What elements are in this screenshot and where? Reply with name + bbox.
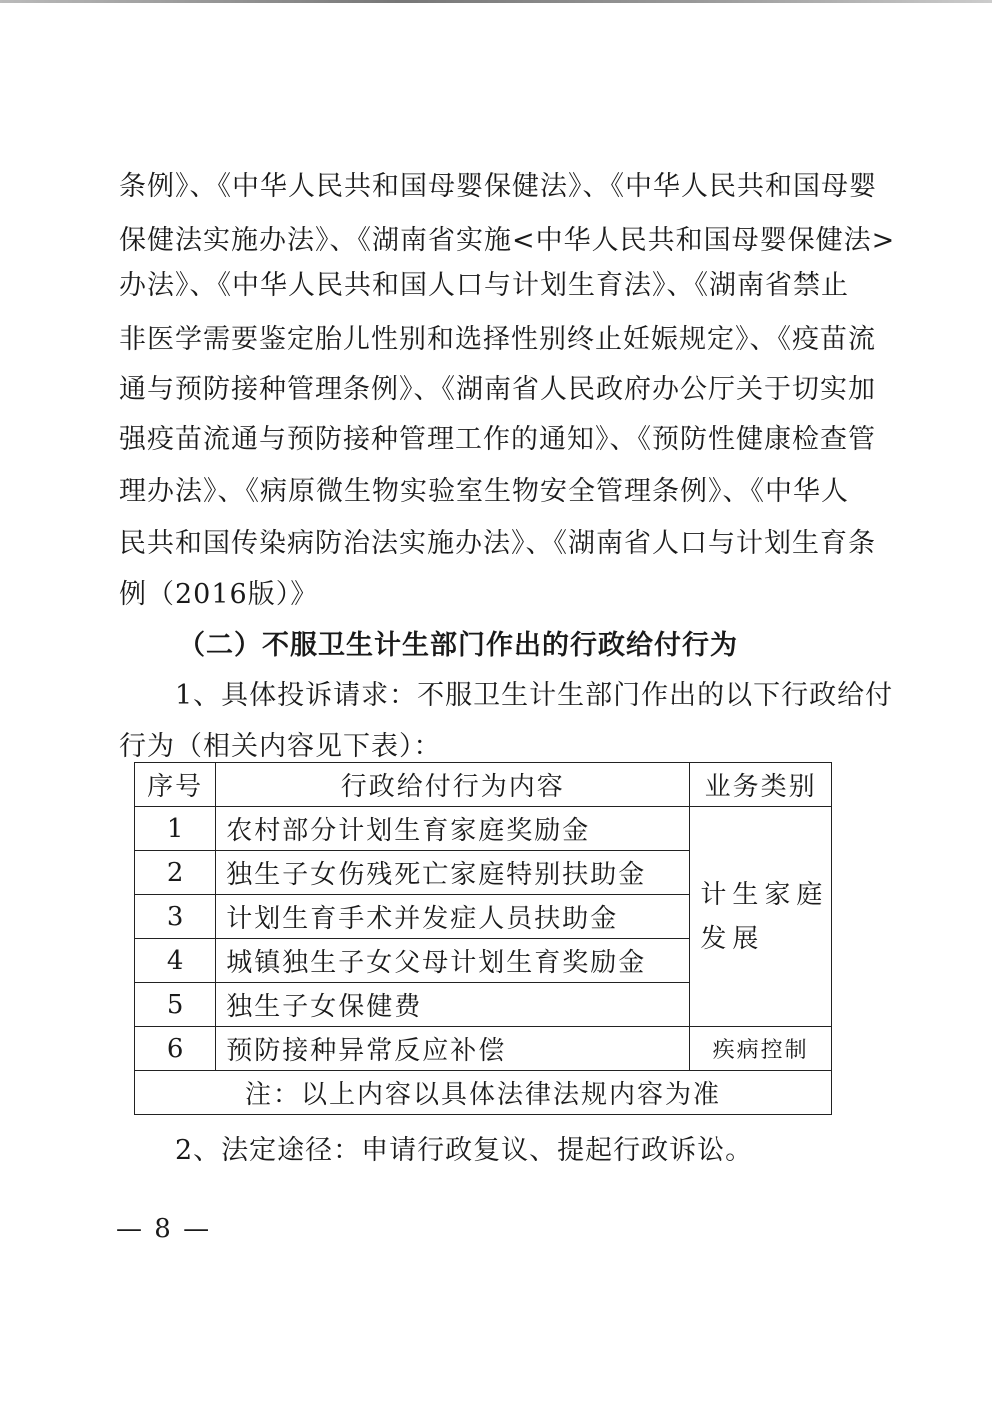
row-number: 2	[135, 851, 216, 895]
row-content: 独生子女保健费	[216, 983, 690, 1027]
paragraph-line: 条例》、《中华人民共和国母婴保健法》、《中华人民共和国母婴	[119, 171, 877, 202]
table-row	[135, 807, 832, 851]
row-content: 独生子女伤残死亡家庭特别扶助金	[216, 851, 690, 895]
benefit-table	[134, 762, 832, 1115]
row-content: 农村部分计划生育家庭奖励金	[216, 807, 690, 851]
row-number: 5	[135, 983, 216, 1027]
row-content: 城镇独生子女父母计划生育奖励金	[216, 939, 690, 983]
table-note: 注：以上内容以具体法律法规内容为准	[135, 1071, 832, 1115]
item-1-line-1: 1、具体投诉请求：不服卫生计生部门作出的以下行政给付	[175, 680, 894, 711]
paragraph-line: 办法》、《中华人民共和国人口与计划生育法》、《湖南省禁止	[119, 270, 849, 301]
paragraph-line: 保健法实施办法》、《湖南省实施<中华人民共和国母婴保健法>	[119, 225, 896, 256]
category-cell-disease-control: 疾病控制	[690, 1027, 832, 1071]
paragraph-line: 例（2016版）》	[119, 579, 319, 610]
paragraph-line: 非医学需要鉴定胎儿性别和选择性别终止妊娠规定》、《疫苗流	[119, 324, 876, 355]
table-note-row	[135, 1071, 832, 1115]
paragraph-line: 民共和国传染病防治法实施办法》、《湖南省人口与计划生育条	[119, 528, 876, 559]
row-number: 1	[135, 807, 216, 851]
paragraph-line: 理办法》、《病原微生物实验室生物安全管理条例》、《中华人	[119, 476, 849, 507]
header-cell-category: 业务类别	[690, 763, 832, 807]
page-top-edge	[0, 0, 992, 3]
header-cell-no: 序号	[135, 763, 216, 807]
section-heading: （二）不服卫生计生部门作出的行政给付行为	[178, 630, 738, 661]
paragraph-line: 强疫苗流通与预防接种管理工作的通知》、《预防性健康检查管	[119, 424, 876, 455]
row-number: 4	[135, 939, 216, 983]
category-cell-family-development: 计生家庭发展	[690, 807, 832, 1027]
row-content: 计划生育手术并发症人员扶助金	[216, 895, 690, 939]
row-number: 6	[135, 1027, 216, 1071]
item-2: 2、法定途径：申请行政复议、提起行政诉讼。	[175, 1135, 754, 1166]
row-number: 3	[135, 895, 216, 939]
header-cell-content: 行政给付行为内容	[216, 763, 690, 807]
row-content: 预防接种异常反应补偿	[216, 1027, 690, 1071]
paragraph-line: 通与预防接种管理条例》、《湖南省人民政府办公厅关于切实加	[119, 374, 876, 405]
table-header-row	[135, 763, 832, 807]
page-number: — 8 —	[116, 1214, 212, 1244]
item-1-line-2: 行为（相关内容见下表）：	[119, 731, 442, 762]
table-row	[135, 1027, 832, 1071]
